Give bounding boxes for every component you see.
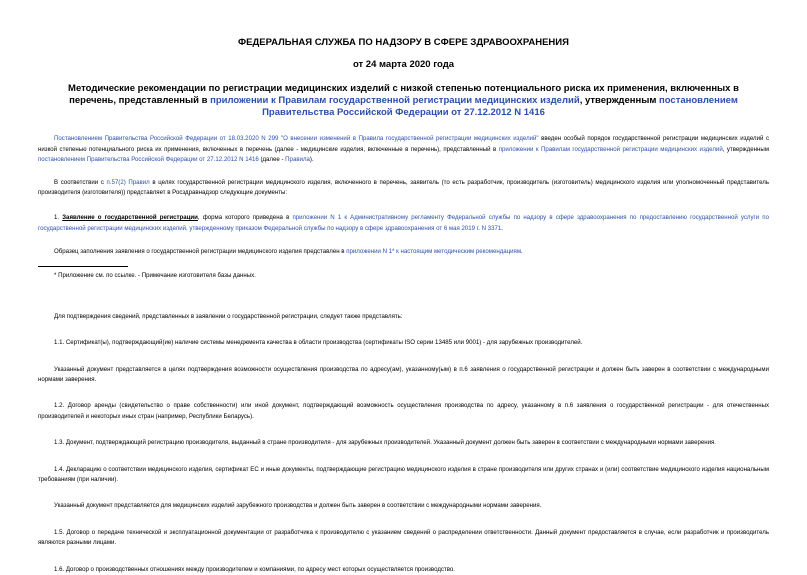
- paragraph-text: .: [521, 248, 523, 256]
- link-admin-regulation[interactable]: приложении N 1 к Административному регламенту Федеральной службы по надзору в сфере здравоохранения по предоставлению государственной услуги по государственной регистрации медицинских изделий, утвержденному приказом Федеральной службы по надзору в сфере здравоохранения от 6 мая 2019 г. N 3371: [38, 213, 769, 232]
- list-item: 1.3. Документ, подтверждающий регистрацию производителя, выданный в стране производителя - для зарубежных производителей. Указанный документ должен быть заверен в соответствии с международными нормами заверения.: [54, 439, 717, 447]
- paragraph-text: , форма которого приведена в: [197, 213, 293, 221]
- paragraph-intro: [38, 134, 769, 166]
- footnote: * Приложение см. по ссылке. - Примечание изготовителя базы данных.: [54, 271, 256, 279]
- link-resolution-299[interactable]: Постановлением Правительства Российской Федерации от 18.03.2020 N 299 "О внесении изменений в Правила государственной регистрации медицинских изделий": [54, 135, 539, 142]
- document-title: [38, 83, 769, 119]
- footnote-divider: [38, 266, 128, 267]
- list-item: 1.5. Договор о передаче технической и эксплуатационной документации от разработчика к производителю с указанием сведений о распределении ответственности. Данный документ предоставляется в случае, если разработчик и производитель являются разными лицами.: [38, 528, 769, 547]
- title-link-resolution[interactable]: постановлением Правительства Российской Федерации от 27.12.2012 N 1416: [262, 95, 738, 118]
- link-rules[interactable]: Правила: [285, 156, 310, 164]
- paragraph-text: В соответствии с: [54, 178, 107, 186]
- paragraph-sample: [38, 247, 769, 258]
- list-item: 1.1. Сертификат(ы), подтверждающий(ие) наличие системы менеджмента качества в области производства (сертификаты ISO серии 13485 или 9001) - для зарубежных производителей.: [54, 339, 583, 347]
- list-item: Указанный документ представляется для медицинских изделий зарубежного производства и должен быть заверен в соответствии с международными нормами заверения.: [54, 502, 542, 510]
- item-number: 1.: [54, 213, 63, 221]
- paragraph-text: в целях государственной регистрации медицинского изделия, включенного в перечень, заявитель (то есть разработчик, производитель (изготовитель) медицинского изделия или уполномоченный представитель производителя (изготовителя)) представляет в Росздравнадзор следующие документы:: [38, 178, 769, 197]
- list-item: 1.2. Договор аренды (свидетельство о праве собственности) или иной документ, подтверждающий возможность осуществления производства по адресу, указанному в п.6 заявления о государственной регистрации - для отечественных производителей и некоторых иных стран (например, Республики Беларусь).: [38, 402, 769, 420]
- link-resolution-1416[interactable]: постановлением Правительства Российской Федерации от 27.12.2012 N 1416: [38, 156, 259, 164]
- paragraph-text: (далее -: [258, 156, 286, 164]
- paragraph-requirements: [38, 178, 769, 199]
- spacer: [38, 281, 769, 312]
- agency-heading: ФЕДЕРАЛЬНАЯ СЛУЖБА ПО НАДЗОРУ В СФЕРЕ ЗДРАВООХРАНЕНИЯ: [238, 37, 569, 48]
- paragraph-text: ).: [309, 156, 314, 164]
- paragraph-application: [38, 213, 769, 234]
- list-item: 1.4. Декларацию о соответствии медицинского изделия, сертификат ЕС и иные документы, подтверждающие регистрацию медицинского изделия в стране производителя или других странах и (или) соответствие медицинского изделия национальным требованиям (при наличии).: [38, 465, 769, 483]
- title-text: , утвержденным: [579, 95, 659, 106]
- list-item: Для подтверждения сведений, представленных в заявлении о государственной регистрации, следует также представлять:: [54, 312, 403, 320]
- list-item: 1.6. Договор о производственных отношениях между производителем и компаниями, по адресу мест которых осуществляется производство.: [54, 565, 455, 573]
- list-item: Указанный документ представляется в целях подтверждения возможности осуществления производства по адресу(ам), указанному(ым) в п.6 заявления о государственной регистрации и должен быть заверен в соответствии с международными нормами заверения.: [38, 365, 769, 383]
- application-heading: Заявление о государственной регистрации: [62, 213, 198, 221]
- paragraph-text: Образец заполнения заявления о государственной регистрации медицинского изделия представлен в: [54, 248, 347, 256]
- paragraph-text: .: [501, 224, 503, 232]
- paragraph-text: , утвержденным: [722, 145, 769, 153]
- paragraph-text: введен особый порядок государственной регистрации медицинских изделий с низкой степенью потенциального риска их применения, включенных в перечень (далее - медицинские изделия, включенные в перечень), представленный в: [38, 135, 769, 153]
- document-date: от 24 марта 2020 года: [352, 59, 455, 70]
- title-link-rules[interactable]: приложении к Правилам государственной регистрации медицинских изделий: [210, 95, 580, 106]
- link-appendix-1[interactable]: приложении N 1* к настоящим методическим рекомендациям: [346, 248, 522, 256]
- link-rules-p57[interactable]: п.57(2) Правил: [106, 178, 150, 186]
- title-text: Методические рекомендации по регистрации медицинских изделий с низкой степенью потенциального риска их применения, включенных в перечень, представленный в: [68, 83, 739, 106]
- link-rules-appendix[interactable]: приложении к Правилам государственной регистрации медицинских изделий: [498, 145, 723, 153]
